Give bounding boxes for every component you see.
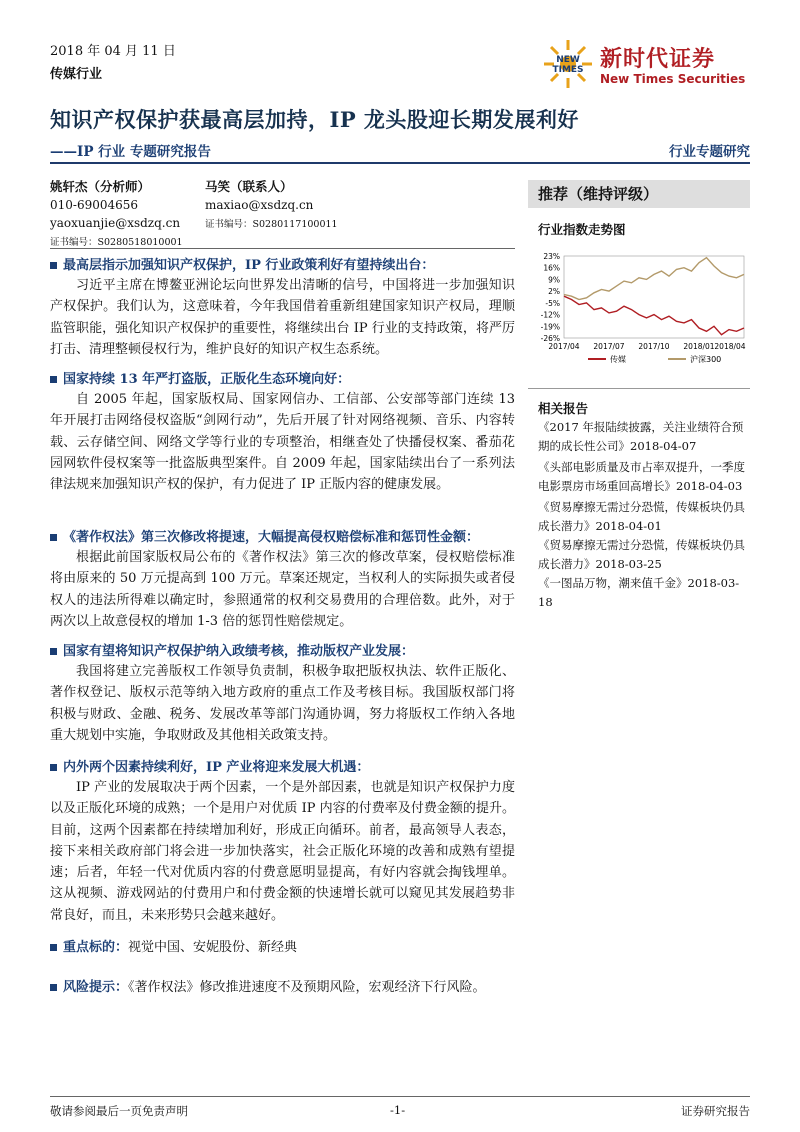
svg-text:NEW: NEW bbox=[556, 55, 580, 65]
rating-badge: 推荐（维持评级） bbox=[528, 180, 750, 208]
y-tick-label: -12% bbox=[540, 310, 560, 320]
y-tick-label: 9% bbox=[548, 275, 560, 285]
x-tick-label: 2018/01 bbox=[683, 342, 715, 351]
header-divider bbox=[50, 162, 750, 164]
risk-warning: 风险提示：《著作权法》修改推进速度不及预期风险，宏观经济下行风险。 bbox=[50, 976, 486, 995]
author-name: 马笑（联系人） bbox=[205, 179, 293, 194]
bullet-icon bbox=[50, 376, 57, 383]
footer-disclaimer[interactable]: 敬请参阅最后一页免责声明 bbox=[50, 1104, 188, 1118]
chart-title: 行业指数走势图 bbox=[538, 222, 626, 237]
section-body: 根据此前国家版权局公布的《著作权法》第三次的修改草案，侵权赔偿标准将由原来的 50 万元提高到 100 万元。草案还规定，当权利人的实际损失或者侵权人的违法所得难以确定时，参照通常的权利交易费用的合理倍数。此外，对于两次以上故意侵权的增加 1-3 倍的惩罚性赔偿规定。 bbox=[50, 550, 515, 629]
x-tick-label: 2017/07 bbox=[593, 342, 625, 351]
series-line-hs300 bbox=[564, 258, 744, 300]
bullet-icon bbox=[50, 944, 57, 951]
series-line-media bbox=[564, 296, 744, 335]
author-phone: 010-69004656 bbox=[50, 198, 139, 212]
company-name-en: New Times Securities bbox=[600, 72, 746, 86]
related-report-item[interactable]: 《头部电影质量及市占率双提升，一季度电影票房市场重回高增长》2018-04-03 bbox=[538, 460, 745, 493]
footer-report-label: 证券研究报告 bbox=[681, 1104, 750, 1118]
bullet-icon bbox=[50, 764, 57, 771]
author-cert: 证书编号：S0280518010001 bbox=[50, 237, 183, 248]
report-type: 行业专题研究 bbox=[669, 144, 750, 160]
bullet-icon bbox=[50, 984, 57, 991]
page-number: -1- bbox=[390, 1103, 406, 1117]
report-subtitle: ——IP 行业 专题研究报告 bbox=[50, 144, 211, 160]
y-tick-label: 16% bbox=[543, 263, 560, 273]
author-name: 姚轩杰（分析师） bbox=[50, 179, 151, 194]
section-body: 我国将建立完善版权工作领导负责制，积极争取把版权执法、软件正版化、著作权登记、版权示范等纳入地方政府的重点工作及考核目标。我国版权部门将积极与财政、金融、税务、发展改革等部门沟通协调，努力将版权工作纳入各地重大规划中实施，争取财政及其他相关政策支持。 bbox=[50, 664, 515, 743]
sidebar-divider bbox=[528, 388, 750, 389]
report-date: 2018 年 04 月 11 日 bbox=[50, 44, 176, 59]
related-report-item[interactable]: 《2017 年报陆续披露，关注业绩符合预期的成长性公司》2018-04-07 bbox=[538, 420, 744, 453]
section-heading: 内外两个因素持续利好，IP 产业将迎来发展大机遇： bbox=[50, 756, 369, 775]
bullet-icon bbox=[50, 262, 57, 269]
related-report-item[interactable]: 《贸易摩擦无需过分恐慌，传媒板块仍具成长潜力》2018-03-25 bbox=[538, 538, 745, 571]
section-body: IP 产业的发展取决于两个因素，一个是外部因素，也就是知识产权保护力度以及正版化环境的成熟；一个是用户对优质 IP 内容的付费率及付费金额的提升。目前，这两个因素都在持续增加利好，形成正向循环。前者，最高领导人表态，接下来相关政府部门将会进一步加快落实，社会正版化环境的改善和成熟有望提速；后者，年轻一代对优质内容的付费意愿明显提高，有好内容就会掏钱埋单。这从视频、游戏网站的付费用户和付费金额的快速增长就可以窥见其发展趋势非常良好，而且，未来形势只会越来越好。 bbox=[50, 780, 515, 923]
section-heading: 《著作权法》第三次修改将提速，大幅提高侵权赔偿标准和惩罚性金额： bbox=[50, 526, 479, 545]
section-heading: 国家有望将知识产权保护纳入政绩考核，推动版权产业发展： bbox=[50, 640, 414, 659]
author-analyst bbox=[50, 178, 183, 252]
bullet-icon bbox=[50, 648, 57, 655]
report-title: 知识产权保护获最高层加持，IP 龙头股迎长期发展利好 bbox=[50, 107, 579, 132]
author-divider bbox=[50, 248, 515, 249]
y-tick-label: -19% bbox=[540, 322, 560, 332]
legend-label: 传媒 bbox=[610, 355, 626, 364]
section-body: 习近平主席在博鳌亚洲论坛向世界发出清晰的信号，中国将进一步加强知识产权保护。我们认为，这意味着，今年我国借着重新组建国家知识产权局，理顺监管职能，强化知识产权保护的重要性，将继续出台 IP 行业的支持政策，将严厉打击、清理整顿侵权行为，维护良好的知识产权生态系统。 bbox=[50, 278, 515, 357]
svg-text:TIMES: TIMES bbox=[552, 65, 584, 75]
section-body: 自 2005 年起，国家版权局、国家网信办、工信部、公安部等部门连续 13 年开展打击网络侵权盗版“剑网行动”，先后开展了针对网络视频、音乐、内容转载、云存储空间、网络文学等行业的专项整治，相继查处了快播侵权案、番茄花园网软件侵权案等一批盗版典型案件。自 2009 年起，国家陆续出台了一系列法律法规来加强知识产权的保护，有力促进了 IP 正版内容的健康发展。 bbox=[50, 392, 515, 493]
related-report-item[interactable]: 《一图品万物，潮来值千金》2018-03-18 bbox=[538, 576, 740, 609]
related-report-item[interactable]: 《贸易摩擦无需过分恐慌，传媒板块仍具成长潜力》2018-04-01 bbox=[538, 500, 745, 533]
company-logo-icon bbox=[540, 36, 596, 92]
index-trend-chart bbox=[528, 246, 750, 374]
author-cert: 证书编号：S0280117100011 bbox=[205, 219, 338, 230]
x-tick-label: 2018/04 bbox=[714, 342, 746, 351]
y-tick-label: 23% bbox=[543, 252, 560, 261]
industry-label: 传媒行业 bbox=[50, 67, 103, 82]
related-reports-heading: 相关报告 bbox=[538, 401, 589, 416]
y-tick-label: -5% bbox=[545, 298, 560, 308]
author-contact bbox=[205, 178, 338, 234]
legend-label: 沪深300 bbox=[690, 355, 722, 364]
y-tick-label: 2% bbox=[548, 287, 560, 297]
author-email[interactable]: maxiao@xsdzq.cn bbox=[205, 198, 314, 212]
x-tick-label: 2017/04 bbox=[548, 342, 580, 351]
company-name-cn: 新时代证券 bbox=[600, 47, 716, 72]
bullet-icon bbox=[50, 534, 57, 541]
section-heading: 国家持续 13 年严打盗版，正版化生态环境向好： bbox=[50, 368, 350, 387]
footer-divider bbox=[50, 1096, 750, 1097]
x-tick-label: 2017/10 bbox=[638, 342, 670, 351]
y-tick-label: -26% bbox=[540, 334, 560, 343]
author-email[interactable]: yaoxuanjie@xsdzq.cn bbox=[50, 216, 181, 230]
section-heading: 最高层指示加强知识产权保护，IP 行业政策利好有望持续出台： bbox=[50, 254, 434, 273]
focus-stocks: 重点标的：视觉中国、安妮股份、新经典 bbox=[50, 936, 297, 955]
